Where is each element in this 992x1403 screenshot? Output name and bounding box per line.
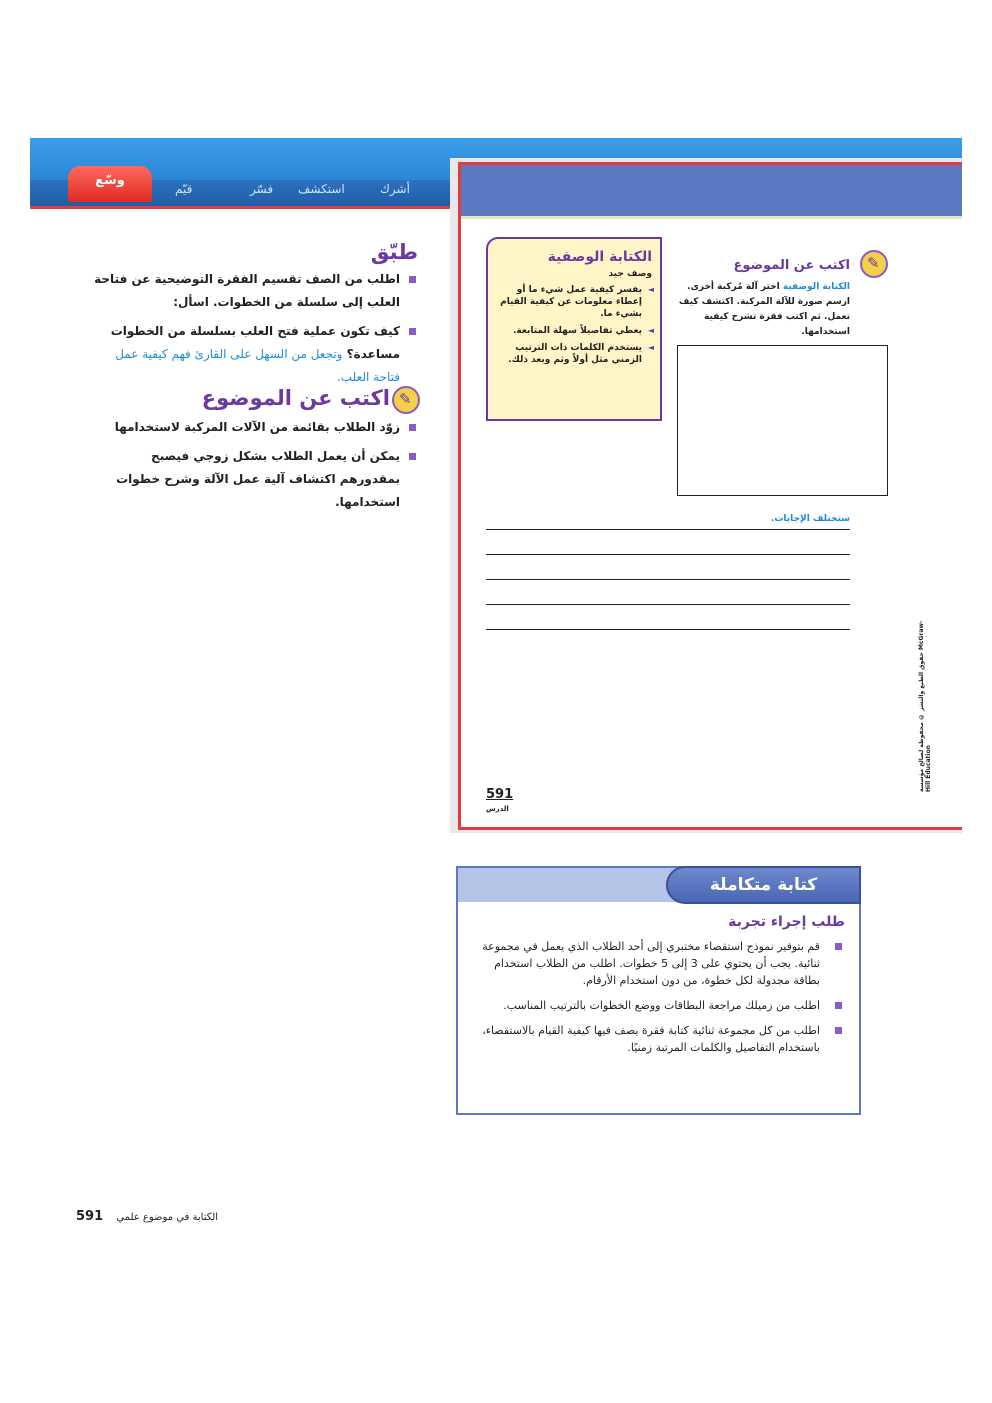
integrated-writing-subtitle: طلب إجراء تجربة <box>728 914 845 930</box>
list-item: اطلب من الصف تقسيم الفقرة التوضيحية عن فتاحة العلب إلى سلسلة من الخطوات. اسأل: <box>88 268 418 314</box>
desc-subtitle: وصف جيد <box>608 269 652 279</box>
list-item: قم بتوفير نموذج استقصاء مختبري إلى أحد الطلاب الذي يعمل في مجموعة ثنائية. يجب أن يحتوي على 3 إلى 5 خطوات. اطلب من الطلاب استخدام بطاقة مجدولة لكل خطوة، من دون استخدام الأرقام. <box>478 938 846 989</box>
answer-line[interactable] <box>486 604 850 605</box>
list-item: كيف تكون عملية فتح العلب بسلسلة من الخطوات مساعدة؟ وتجعل من السهل على القارئ فهم كيفية عمل فتاحة العلب. <box>88 320 418 389</box>
list-item: زوّد الطلاب بقائمة من الآلات المركبة لاستخدامها <box>88 416 418 439</box>
prompt-highlight: الكتابة الوصفية <box>782 282 850 292</box>
footer-text: الكتابة في موضوع علمي <box>116 1212 219 1223</box>
tab-explain[interactable]: فسّر <box>250 182 274 196</box>
answer-line[interactable] <box>486 554 850 555</box>
tab-engage[interactable]: أشرك <box>380 182 410 196</box>
desc-item: ◄ يعطي تفاصيلاً سهلة المتابعة. <box>496 325 652 337</box>
answer-line[interactable] <box>486 529 850 530</box>
write-list <box>88 416 418 514</box>
list-item: اطلب من كل مجموعة ثنائية كتابة فقرة يصف فيها كيفية القيام بالاستقصاء، باستخدام التفاصيل والكلمات المرتبة زمنيًا. <box>478 1022 846 1056</box>
integrated-writing-list <box>478 938 846 1064</box>
tab-explore[interactable]: استكشف <box>298 182 345 196</box>
desc-title: الكتابة الوصفية <box>547 249 652 265</box>
answers-label: ستختلف الإجابات. <box>770 514 850 524</box>
list-item: اطلب من زميلك مراجعة البطاقات ووضع الخطوات بالترتيب المناسب. <box>478 997 846 1014</box>
apply-list <box>88 268 418 389</box>
student-page-label: الدرس <box>486 805 509 813</box>
pencil-icon <box>392 386 420 414</box>
prompt-text: اختر آلة مُركبة أخرى. ارسم صورة للآلة المركبة. اكتشف كيف تعمل. ثم اكتب فقرة تشرح كيفية استخدامها. <box>678 282 850 337</box>
answer-line[interactable] <box>486 579 850 580</box>
page-footer <box>76 1209 218 1224</box>
drawing-box[interactable] <box>677 345 888 496</box>
pencil-icon <box>860 250 888 278</box>
answer-hint: وتجعل من السهل على القارئ فهم كيفية عمل فتاحة العلب. <box>115 347 400 384</box>
student-page-number: 591 <box>486 787 514 802</box>
footer-page-number: 591 <box>76 1209 104 1224</box>
answer-line[interactable] <box>486 629 850 630</box>
copyright-credit: حقوق الطبع والنشر © محفوظة لصالح مؤسسة McGraw-Hill Education <box>918 620 932 792</box>
header-divider <box>461 216 962 219</box>
desc-item: ◄ يستخدم الكلمات ذات الترتيب الزمني مثل أولاً وثم وبعد ذلك. <box>496 342 652 366</box>
desc-item: ◄ يفسر كيفية عمل شيء ما أو إعطاء معلومات عن كيفية القيام بشيء ما. <box>496 284 652 320</box>
apply-title: طبّق <box>370 240 418 264</box>
teacher-write-title: اكتب عن الموضوع <box>201 386 390 410</box>
descriptive-writing-box <box>486 237 662 421</box>
student-write-title: اكتب عن الموضوع <box>733 258 850 273</box>
integrated-writing-banner: كتابة متكاملة <box>666 866 861 904</box>
tab-evaluate[interactable]: قيّم <box>175 182 193 196</box>
student-page-header <box>461 165 962 218</box>
list-item: يمكن أن يعمل الطلاب بشكل زوجي فيصبح بمقدورهم اكتشاف آلية عمل الآلة وشرح خطوات استخدامها. <box>88 445 418 514</box>
student-prompt <box>676 280 850 340</box>
tab-elaborate[interactable]: وسّع <box>68 166 152 202</box>
